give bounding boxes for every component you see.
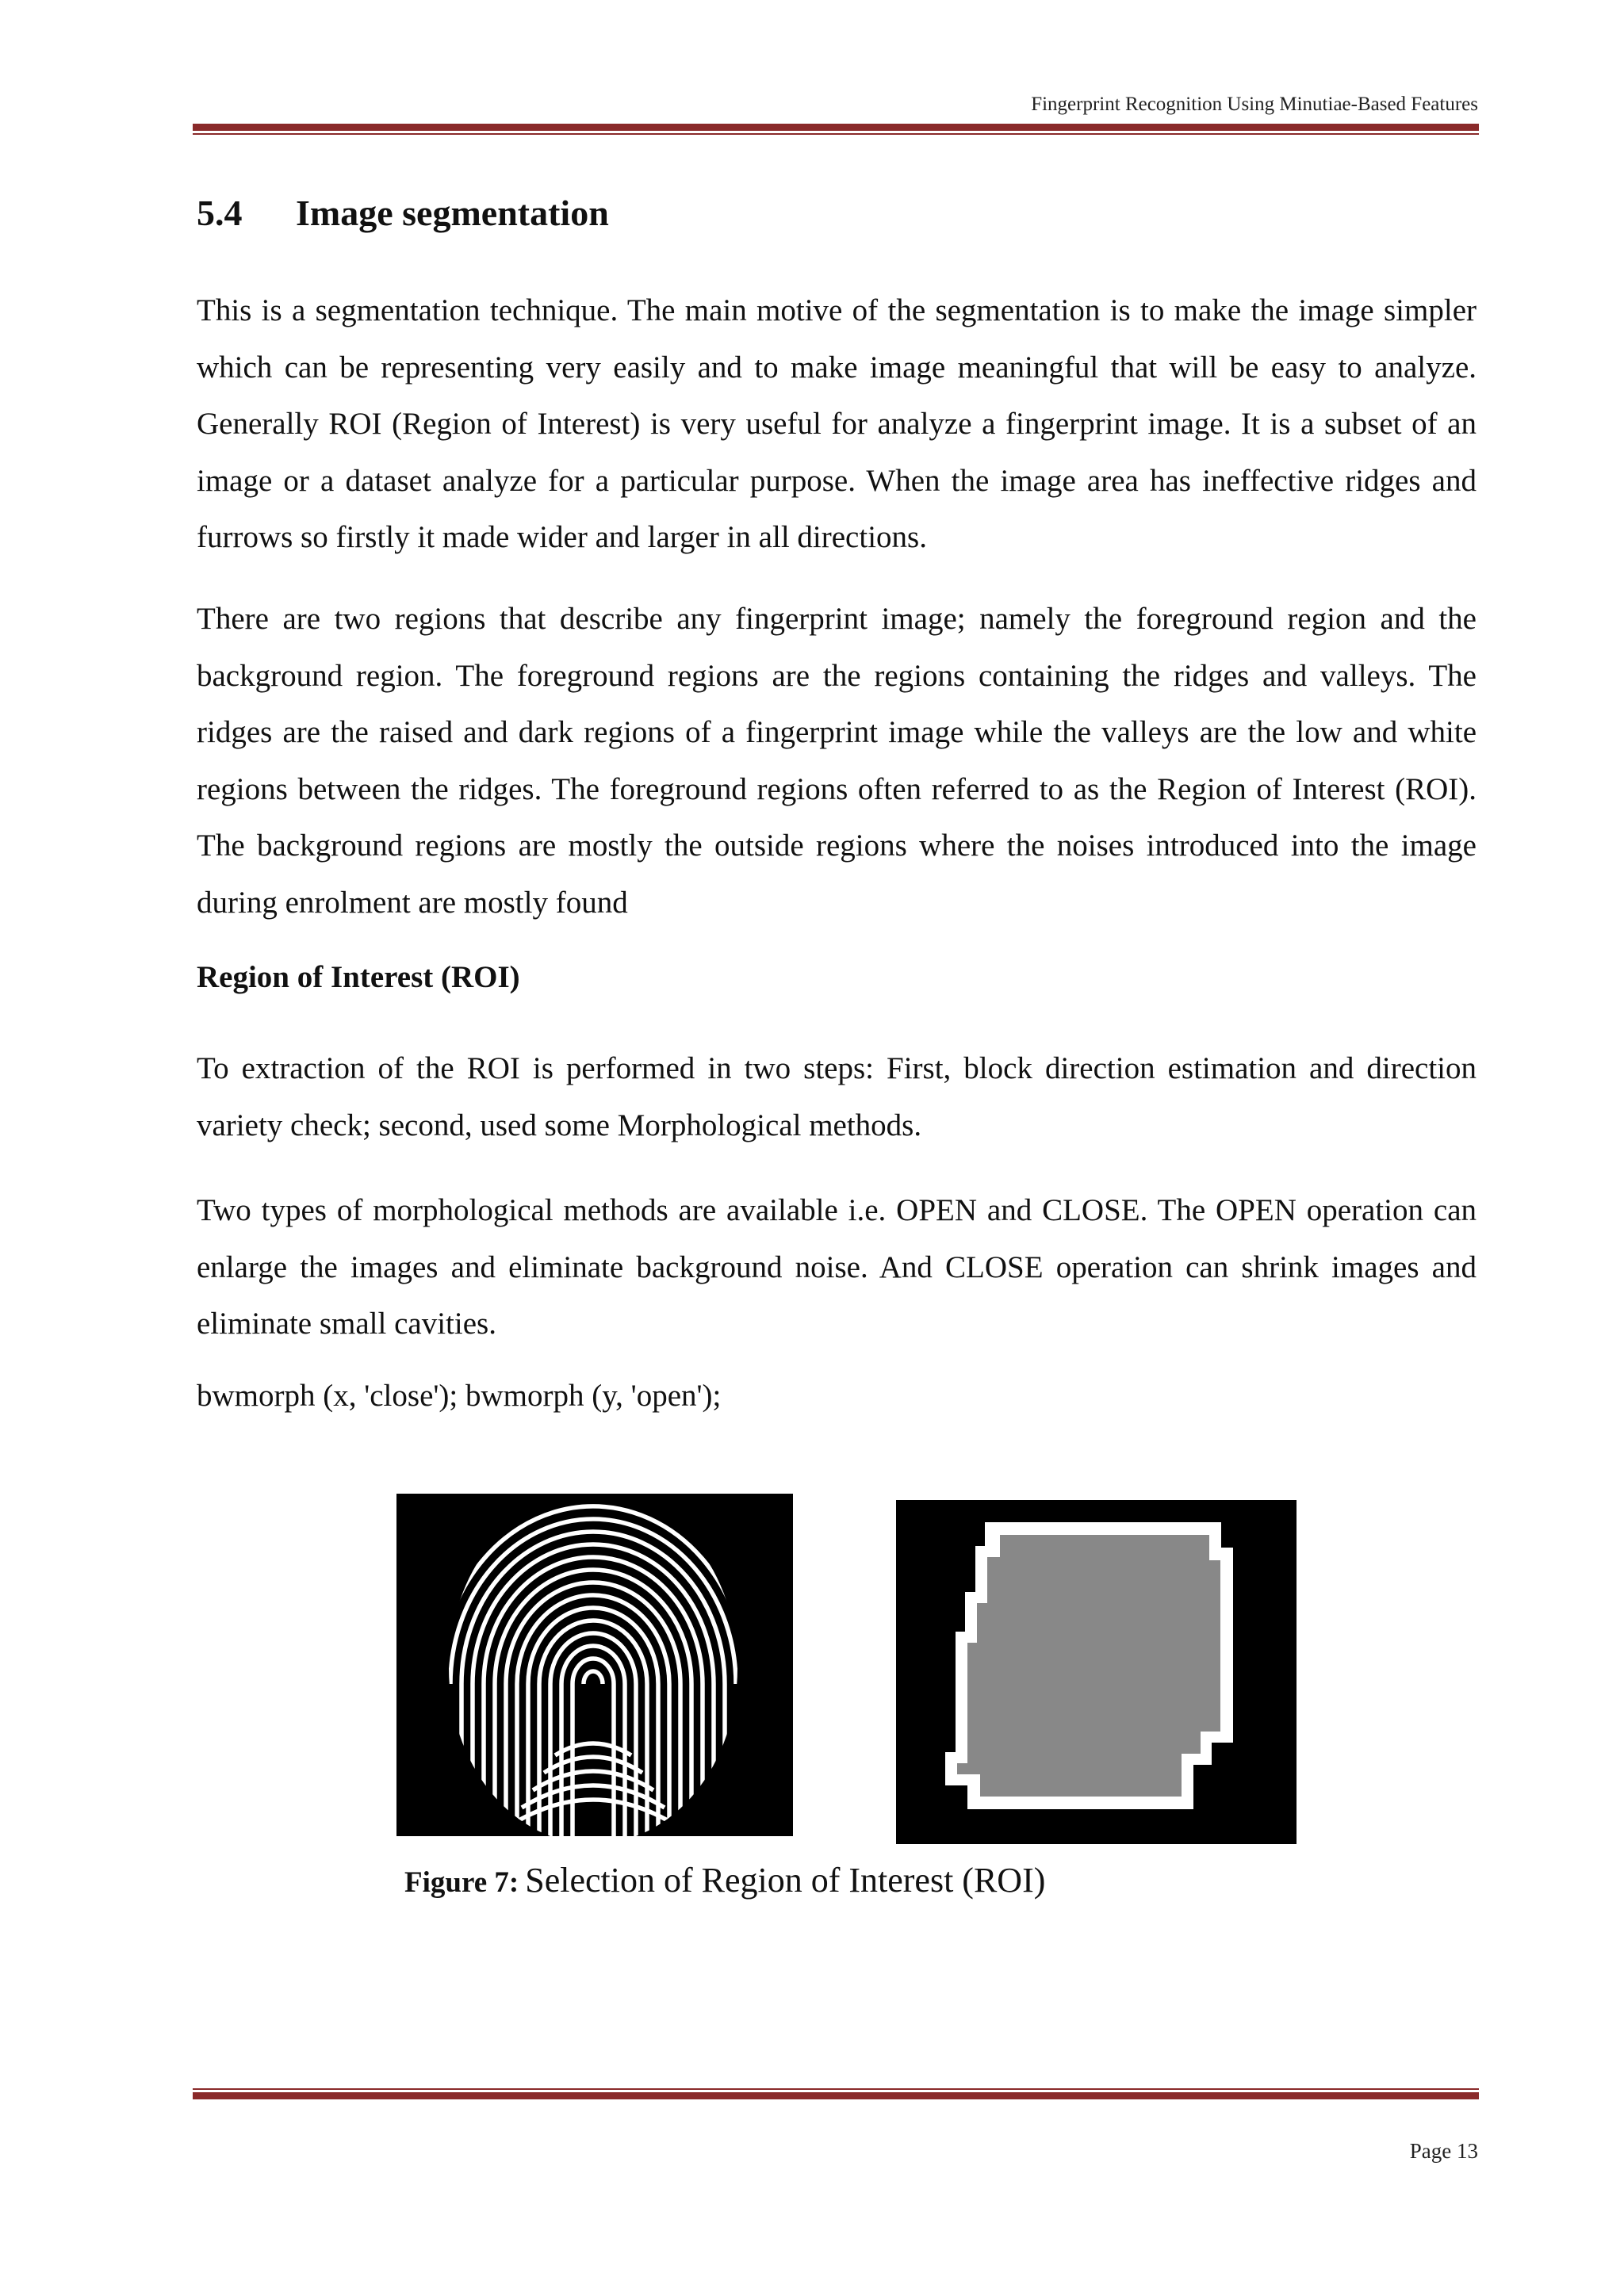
page-number: Page 13 <box>1409 2139 1478 2163</box>
paragraph-3: To extraction of the ROI is performed in two steps: First, block direction estimation and direction variety check; second, used some Morphological methods. <box>197 1051 1477 1142</box>
subheading-roi: Region of Interest (ROI) <box>197 960 520 994</box>
fingerprint-image <box>396 1494 793 1836</box>
code-line: bwmorph (x, 'close'); bwmorph (y, 'open'); <box>197 1379 722 1413</box>
figure-caption <box>404 1860 1045 1900</box>
section-title-text: Image segmentation <box>296 193 609 233</box>
footer-rule <box>193 2088 1479 2099</box>
header-rule <box>193 124 1479 135</box>
figure-label: Figure 7: <box>404 1866 519 1899</box>
section-number: 5.4 <box>197 193 243 233</box>
section-title <box>197 192 609 234</box>
roi-mask-image <box>896 1500 1297 1844</box>
paragraph-2: There are two regions that describe any fingerprint image; namely the foreground region and the background region. The foreground regions are the regions containing the ridges and valleys. The ridges are the raised and dark regions of a fingerprint image while the valleys are the low and white regions between the ridges. The foreground regions often referred to as the Region of Interest (ROI). The background regions are mostly the outside regions where the noises introduced into the image during enrolment are mostly found <box>197 602 1477 920</box>
running-header: Fingerprint Recognition Using Minutiae-Based Features <box>1031 94 1478 115</box>
paragraph-1: This is a segmentation technique. The main motive of the segmentation is to make the image simpler which can be representing very easily and to make image meaningful that will be easy to analyze. Generally ROI (Region of Interest) is very useful for analyze a fingerprint image. It is a subset of an image or a dataset analyze for a particular purpose. When the image area has ineffective ridges and furrows so firstly it made wider and larger in all directions. <box>197 293 1477 554</box>
figure-caption-text: Selection of Region of Interest (ROI) <box>525 1861 1046 1900</box>
paragraph-4: Two types of morphological methods are available i.e. OPEN and CLOSE. The OPEN operation can enlarge the images and eliminate background noise. And CLOSE operation can shrink images and eliminate small cavities. <box>197 1193 1477 1341</box>
